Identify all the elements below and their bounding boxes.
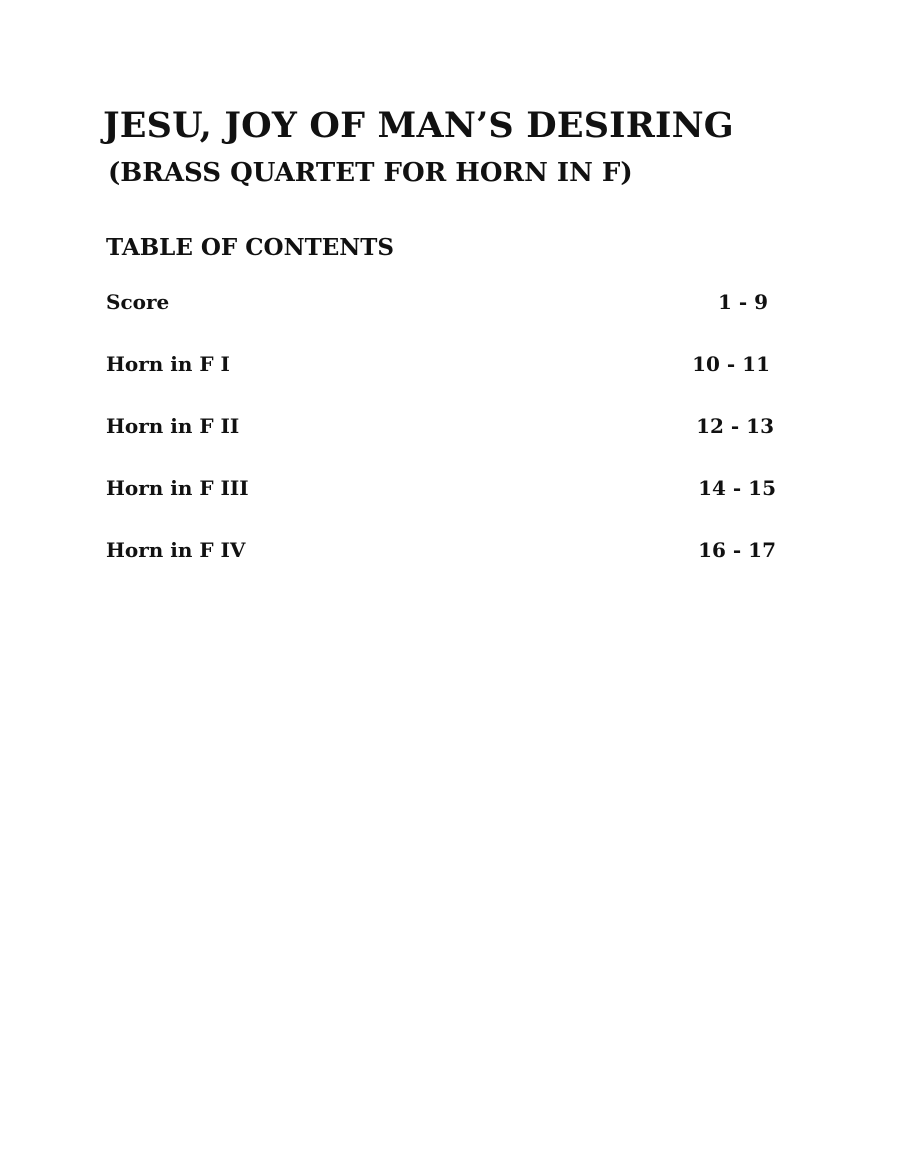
table-of-contents <box>106 290 786 600</box>
toc-entry-pages: 16 - 17 <box>698 538 776 562</box>
toc-entry-pages: 14 - 15 <box>698 476 776 500</box>
toc-entry-score <box>106 290 786 352</box>
toc-entry-horn-3 <box>106 476 786 538</box>
toc-entry-pages: 1 - 9 <box>717 290 768 314</box>
toc-entry-label: Horn in F I <box>106 352 230 376</box>
toc-heading: TABLE OF CONTENTS <box>106 234 394 261</box>
toc-entry-label: Horn in F II <box>106 414 240 438</box>
document-subtitle: (BRASS QUARTET FOR HORN IN F) <box>108 158 633 188</box>
toc-entry-horn-4 <box>106 538 786 600</box>
toc-entry-horn-2 <box>106 414 786 476</box>
toc-entry-pages: 10 - 11 <box>692 352 770 376</box>
toc-entry-label: Score <box>106 290 170 314</box>
document-title: JESU, JOY OF MAN’S DESIRING <box>103 105 734 146</box>
toc-entry-label: Horn in F IV <box>106 538 246 562</box>
toc-entry-horn-1 <box>106 352 786 414</box>
toc-entry-label: Horn in F III <box>106 476 249 500</box>
toc-entry-pages: 12 - 13 <box>696 414 774 438</box>
